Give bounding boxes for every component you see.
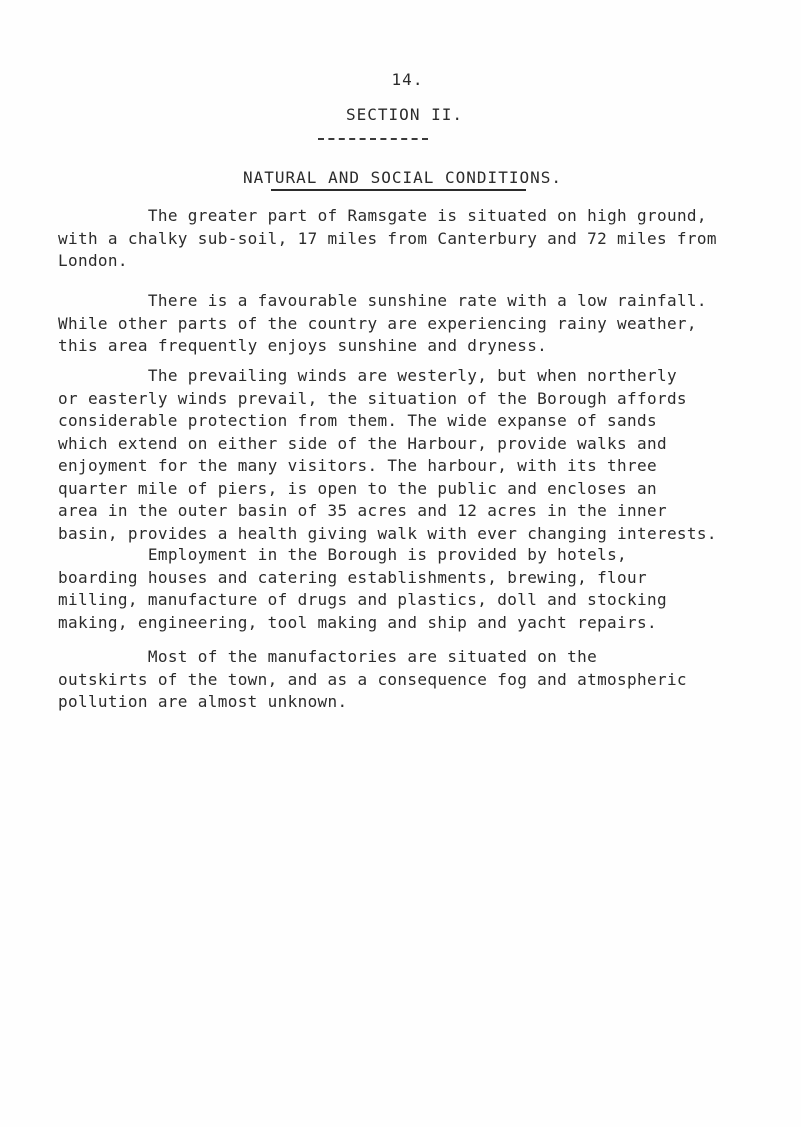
paragraph-winds-harbour: The prevailing winds are westerly, but when northerly or easterly winds prevail, the situation of the Borough affords considerable protection from them. The wide expanse of sands which extend on either side of the Harbour, provide walks and enjoyment for the many visitors. The harbour, with its three quarter mile of piers, is open to the public and encloses an area in the outer basin of 35 acres and 12 acres in the inner basin, provides a health giving walk with ever changing interests.: [58, 366, 717, 543]
page-number: 14.: [391, 70, 424, 89]
page-title: NATURAL AND SOCIAL CONDITIONS.: [243, 168, 562, 187]
paragraph-location: The greater part of Ramsgate is situated on high ground, with a chalky sub-soil, 17 miles from Canterbury and 72 miles from London.: [58, 206, 717, 270]
section-heading: SECTION II.: [346, 105, 463, 124]
paragraph-manufactories: Most of the manufactories are situated on the outskirts of the town, and as a consequence fog and atmospheric pollution are almost unknown.: [58, 647, 687, 711]
dashed-rule: [318, 138, 428, 140]
paragraph-climate: There is a favourable sunshine rate with a low rainfall. While other parts of the country are experiencing rainy weather, this area frequently enjoys sunshine and dryness.: [58, 291, 707, 355]
paragraph-employment: Employment in the Borough is provided by hotels, boarding houses and catering establishments, brewing, flour milling, manufacture of drugs and plastics, doll and stocking making, engineering, tool making and ship and yacht repairs.: [58, 545, 667, 632]
title-underline: [271, 189, 526, 191]
